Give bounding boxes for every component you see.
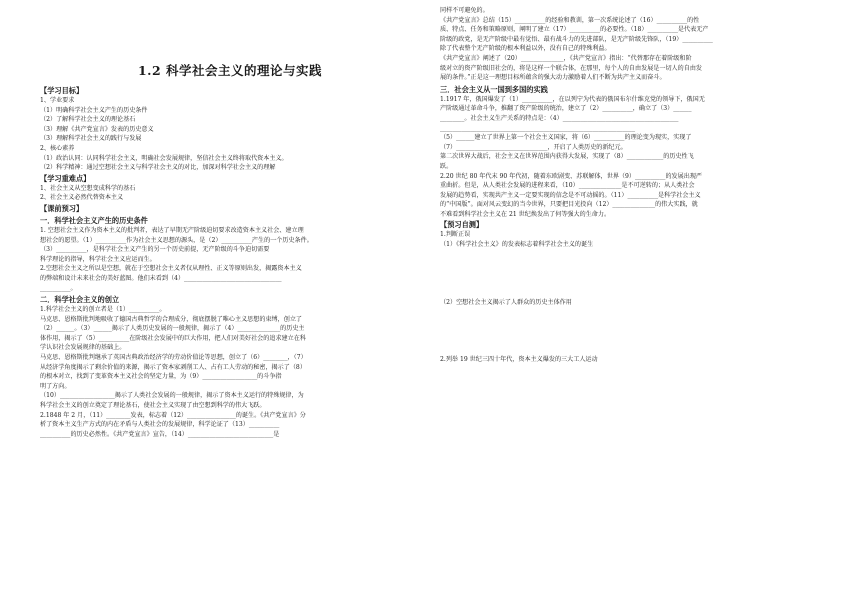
section-3-line: （5）______建立了世界上第一个社会主义国家，将（6）__________的理论变为现实，实现了 <box>440 134 692 142</box>
key-line: 1、社会主义从空想变成科学的基石 <box>40 184 136 192</box>
continuation-line: 阶级的政党，是无产阶级中最有觉悟、最有战斗力的先进部队，是无产阶级先锋队，（19）__________ <box>440 35 713 43</box>
continuation-line: 《共产党宣言》总结（15）__________的经验和教训，第一次系统论述了（16）__________的性 <box>440 16 700 24</box>
goal-line: （2）了解科学社会主义的理论基石 <box>40 116 136 124</box>
goal-line: （3）理解《共产党宣言》发表的历史意义 <box>40 125 154 133</box>
section-1-heading: 一．科学社会主义产生的历史条件 <box>40 215 148 225</box>
section-2-line: 从经济学角度揭示了剩余价值的来源，揭示了资本家剥削工人、占有工人劳动的秘密，揭示了（8） <box>40 363 306 371</box>
section-2-line: 马克思、恩格斯批判继承了英国古典政治经济学的劳动价值论等思想，创立了（6）________，（7） <box>40 354 307 362</box>
section-3-line: 产阶级通过革命斗争，推翻了资产阶级的统治，建立了（2）__________，确立了（3）______ <box>440 105 692 113</box>
section-2-line: 1.科学社会主义的创立者是（1）__________。 <box>40 306 166 314</box>
section-3-line: 1.1917 年，俄国爆发了（1）__________，在以列宁为代表的俄国布尔什维克党的领导下，俄国无 <box>440 95 705 103</box>
section-2-line: 2.1848 年 2 月，（11）________发表，标志着（12）________________的诞生。《共产党宣言》分 <box>40 411 306 419</box>
self-test-line: （1）《科学社会主义》的发表标志着科学社会主义的诞生 <box>440 241 594 249</box>
section-2-line: 的根本对立，找到了变革资本主义社会的坚定力量，为（9）__________________的斗争指 <box>40 373 282 381</box>
section-2-heading: 二．科学社会主义的创立 <box>40 295 120 305</box>
self-test-line: （2）空想社会主义揭示了人群众的历史主体作用 <box>440 298 572 306</box>
key-heading: 【学习重难点】 <box>40 173 91 183</box>
section-1-line: 的弊端和设计未来社会的美好蓝图。他们未看到（4）________________________________ <box>40 274 282 282</box>
section-2-line: 体作用，揭示了（5）__________在阶级社会发展中的巨大作用，把人们对美好社会的追求建立在科 <box>40 334 306 342</box>
key-line: 2、社会主义必然代替资本主义 <box>40 194 124 202</box>
section-3-line: 第二次世界大战后，社会主义在世界范围内获得大发展，实现了（8）____________的历史性飞 <box>440 153 694 161</box>
self-test-line: 1.判断正误 <box>440 231 471 239</box>
continuation-line: 质、特点、任务和策略原则，阐明了建立（17）__________的必要性。（18）__________是代表无产 <box>440 26 709 34</box>
section-2-line: 析了资本主义生产方式的内在矛盾与人类社会的发展规律，科学论证了（13）__________ <box>40 421 280 429</box>
section-1-line: 2.空想社会主义之所以是空想，就在于空想社会主义者仅从理性、正义等原则出发，揭露资本主义 <box>40 265 302 273</box>
section-3-line: 跃。 <box>440 162 453 170</box>
section-2-line: 明了方向。 <box>40 382 71 390</box>
section-3-line: ________________________________________________________________ <box>440 124 635 132</box>
section-3-line: ________。社会主义生产关系的特点是：（4）______________________________________ <box>440 114 679 122</box>
continuation-line: 展的条件。”正是这一理想目标所蕴含的强大动力激励着人们不断为共产主义而奋斗。 <box>440 74 666 82</box>
self-test-heading: 【预习自测】 <box>440 220 484 230</box>
goal-line: （1）政治认同：认同科学社会主义，明确社会发展规律，坚信社会主义终将取代资本主义。 <box>40 154 288 162</box>
goal-heading: 【学习目标】 <box>40 86 84 95</box>
preview-heading: 【课前预习】 <box>40 203 84 213</box>
section-1-line: 1. 空想社会主义作为资本主义的批判者，表达了早期无产阶级迫切要求改造资本主义社会、建立理 <box>40 226 304 234</box>
continuation-line: 级对立的资产阶级旧社会的，将是这样一个联合体，在那里，每个人的自由发展是一切人的自由发 <box>440 64 703 72</box>
section-2-line: （10）__________________揭示了人类社会发展的一般规律，揭示了资本主义运行的特殊规律，为 <box>40 392 304 400</box>
section-3-line: 2.20 世纪 80 年代末 90 年代初，随着东欧剧变、苏联解体，世界（9）__________的发展出现严 <box>440 172 703 180</box>
section-1-line: __________。 <box>40 284 77 292</box>
section-1-line: 想社会的愿望。（1）__________作为社会主义思想的源头，是（2）__________产生的一个历史条件。 <box>40 236 313 244</box>
continuation-line: 同样不可避免的。 <box>440 7 489 14</box>
goal-line: （2）科学精神：通过空想社会主义与科学社会主义的对比，加深对科学社会主义的理解 <box>40 164 276 172</box>
continuation-line: 《共产党宣言》阐述了（20）______________，《共产党宣言》指出：“代替那存在着阶级和阶 <box>440 54 692 62</box>
section-3-line: （7）______________________________，开启了人类历史的新纪元。 <box>440 143 627 151</box>
section-3-line: 不难看到科学社会主义在 21 世纪焕发出了何等强大的生命力。 <box>440 210 611 218</box>
continuation-line: 除了代表整个无产阶级的根本利益以外，没有自己的特殊利益。 <box>440 45 611 53</box>
section-2-line: __________的历史必然性。《共产党宣言》宣告，（14）____________________________是 <box>40 430 280 438</box>
goal-line: 1、学业要求 <box>40 97 75 104</box>
section-3-line: 发展的趋势看，实现共产主义一定要实现的信念是不可动摇的。（11）__________是科学社会主义 <box>440 191 701 199</box>
section-2-line: 学认识社会发展规律的基础上。 <box>40 344 126 352</box>
section-2-line: （2）______。（3）______揭示了人类历史发展的一般规律，揭示了（4）______________的历史主 <box>40 325 305 333</box>
right-column <box>440 6 824 365</box>
section-3-heading: 三．社会主义从一国到多国的实践 <box>440 84 548 94</box>
answer-space[interactable] <box>440 307 824 355</box>
section-1-line: （3）__________，是科学社会主义产生的另一个历史前提，无产阶级的斗争迫切需要 <box>40 246 270 254</box>
left-column <box>40 0 420 439</box>
section-3-line: 的“中国版”。面对风云变幻的当今世界，只要把目光投向（12）______________的伟大实践，就 <box>440 201 698 209</box>
goal-line: （1）明确科学社会主义产生的历史条件 <box>40 106 148 114</box>
section-2-line: 马克思、恩格斯批判地吸收了德国古典哲学的合理成分，彻底摆脱了唯心主义思想的束缚，创立了 <box>40 315 303 323</box>
section-3-line: 重曲折。但是，从人类社会发展的进程来看，（10）______________是不可逆转的；从人类社会 <box>440 182 695 190</box>
page-title: 1.2 科学社会主义的理论与实践 <box>137 63 323 78</box>
answer-space[interactable] <box>440 250 824 298</box>
goal-line: 2、核心素养 <box>40 144 75 152</box>
section-1-line: 科学理论的指导，科学社会主义应运而生。 <box>40 255 156 263</box>
section-2-line: 科学社会主义的创立奠定了理论基石，使社会主义实现了由空想到科学的伟大飞跃。 <box>40 402 266 410</box>
goal-line: （3）理解科学社会主义的践行与发展 <box>40 135 142 143</box>
self-test-line: 2.列举 19 世纪三四十年代，资本主义爆发的三大工人运动 <box>440 356 598 364</box>
